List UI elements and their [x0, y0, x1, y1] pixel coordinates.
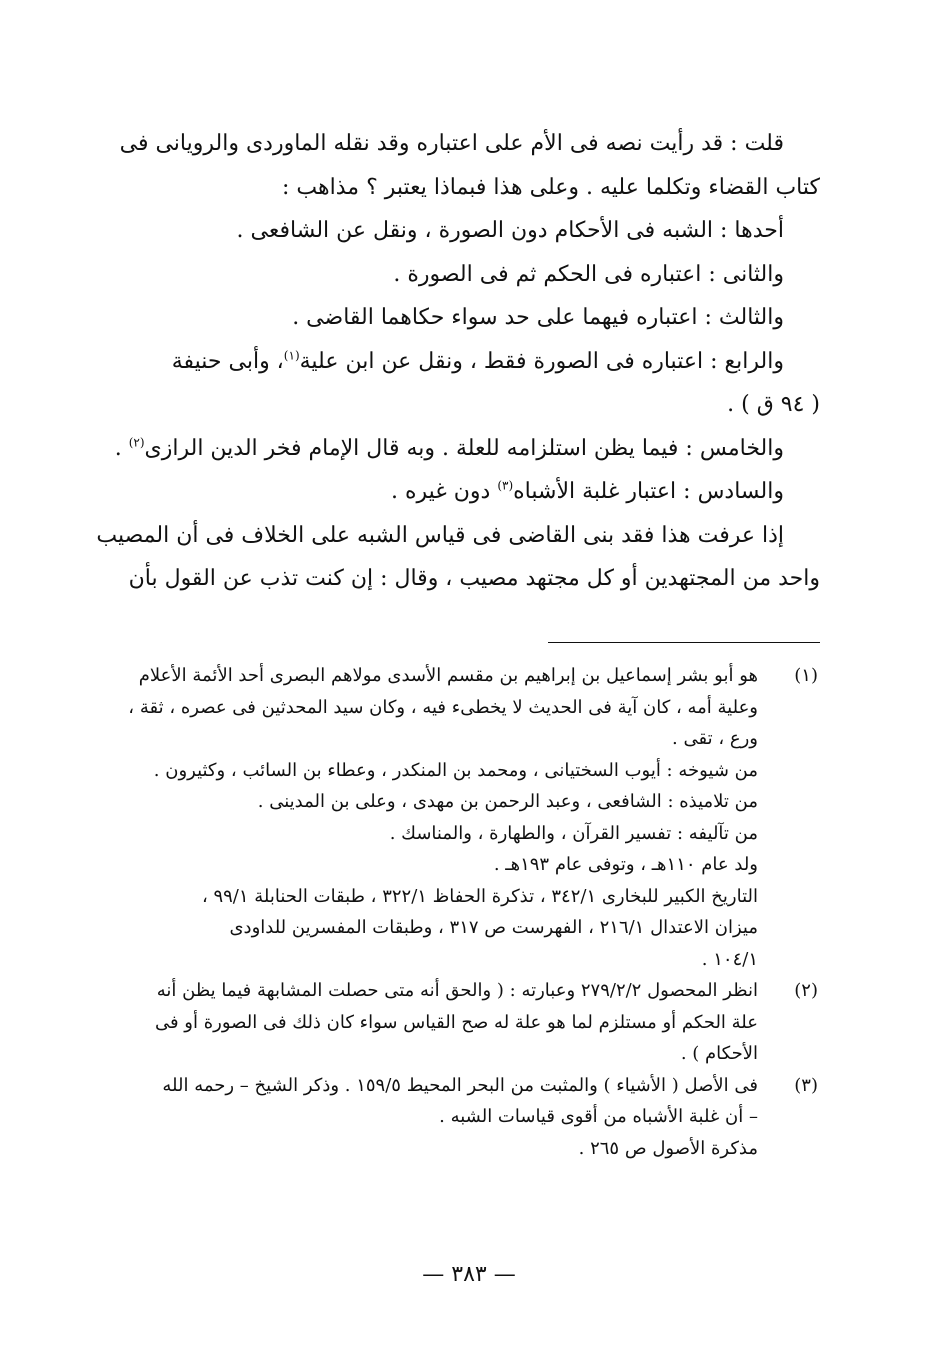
main-line-11: واحد من المجتهدين أو كل مجتهد مصيب ، وقال : إن كنت تذب عن القول بأن — [128, 566, 820, 591]
main-line-8 — [110, 427, 820, 471]
main-line-6-tail: ، وأبى حنيفة — [171, 348, 284, 374]
main-line-1: قلت : قد رأيت نصه فى الأم على اعتباره وقد نقله الماوردى والرويانى فى — [119, 131, 784, 156]
footnote-ref-3[interactable]: (٣) — [497, 478, 514, 493]
footnote-2 — [118, 975, 818, 1070]
footnote-line: فى الأصل ( الأشياء ) والمثبت من البحر المحيط ١٥٩/٥ . وذكر الشيخ – رحمه الله — [162, 1074, 758, 1096]
footnote-line: انظر المحصول ٢٧٩/٢/٢ وعبارته : ( والحق أنه متى حصلت المشابهة فيما يظن أنه — [156, 980, 758, 1001]
footnote-line: ولد عام ١١٠هـ ، وتوفى عام ١٩٣هـ . — [493, 854, 758, 875]
main-line-9-tail: دون غيره . — [390, 479, 498, 504]
footnote-number: (٣) — [794, 1074, 818, 1096]
main-line-8-text: والخامس : فيما يظن استلزامه للعلة . وبه قال الإمام فخر الدين الرازى — [144, 435, 784, 461]
footnote-line: – أن غلبة الأشباه من أقوى قياسات الشبه . — [439, 1106, 758, 1127]
main-line-9-text: والسادس : اعتبار غلبة الأشباه — [513, 479, 784, 504]
footnote-line: وعلية أمه ، كان آية فى الحديث لا يخطىء فيه ، وكان سيد المحدثين فى عصره ، ثقة ، — [128, 696, 758, 718]
footnote-separator — [548, 642, 820, 643]
page-number: — ٣٨٣ — — [422, 1262, 516, 1287]
main-line-7: ( ٩٤ ق ) . — [727, 392, 820, 417]
main-text — [96, 122, 820, 601]
footnote-line: علة الحكم أو مستلزم لما هو علة له صح القياس سواء كان ذلك فى الصورة أو فى — [154, 1011, 758, 1033]
main-line-2: كتاب القضاء وتكلما عليه . وعلى هذا فبماذا يعتبر ؟ مذاهب : — [282, 174, 820, 200]
footnote-number: (١) — [794, 665, 818, 686]
footnote-line: ورع ، تقى . — [672, 728, 758, 749]
footnote-line: من تآليفه : تفسير القرآن ، والطهارة ، والمناسك . — [389, 822, 758, 844]
main-line-8-tail: . — [114, 435, 129, 461]
main-line-6-text: والرابع : اعتباره فى الصورة فقط ، ونقل عن ابن علية — [299, 348, 784, 374]
footnote-line: ١٠٤/١ . — [701, 948, 758, 970]
footnote-line: مذكرة الأصول ص ٢٦٥ . — [578, 1137, 758, 1159]
footnote-line: هو أبو بشر إسماعيل بن إبراهيم بن مقسم الأسدى مولاهم البصرى أحد الأئمة الأعلام — [138, 665, 758, 686]
footnote-1 — [118, 660, 818, 975]
footnote-ref-1[interactable]: (١) — [283, 348, 300, 363]
main-line-6 — [110, 340, 820, 384]
footnote-number: (٢) — [794, 980, 818, 1001]
main-line-9 — [110, 470, 820, 514]
footnote-ref-2[interactable]: (٢) — [128, 435, 145, 450]
footnote-line: الأحكام ) . — [680, 1043, 758, 1064]
footnotes — [118, 660, 818, 1164]
main-line-10: إذا عرفت هذا فقد بنى القاضى فى قياس الشبه على الخلاف فى أن المصيب — [96, 522, 784, 548]
main-line-5: والثالث : اعتباره فيهما على حد سواء حكاهما القاضى . — [292, 305, 784, 330]
main-line-4: والثانى : اعتباره فى الحكم ثم فى الصورة . — [393, 261, 784, 287]
footnote-line: ميزان الاعتدال ٢١٦/١ ، الفهرست ص ٣١٧ ، وطبقات المفسرين للداودى — [229, 917, 758, 938]
footnote-line: التاريخ الكبير للبخارى ٣٤٢/١ ، تذكرة الحفاظ ٣٢٢/١ ، طبقات الحنابلة ٩٩/١ ، — [201, 885, 758, 907]
footnote-line: من شيوخه : أيوب السختيانى ، ومحمد بن المنكدر ، وعطاء بن السائب ، وكثيرون . — [153, 759, 758, 781]
main-line-3: أحدها : الشبه فى الأحكام دون الصورة ، ونقل عن الشافعى . — [236, 218, 784, 243]
footnote-3 — [118, 1070, 818, 1165]
footnote-line: من تلاميذه : الشافعى ، وعبد الرحمن بن مهدى ، وعلى بن المدينى . — [257, 791, 758, 812]
